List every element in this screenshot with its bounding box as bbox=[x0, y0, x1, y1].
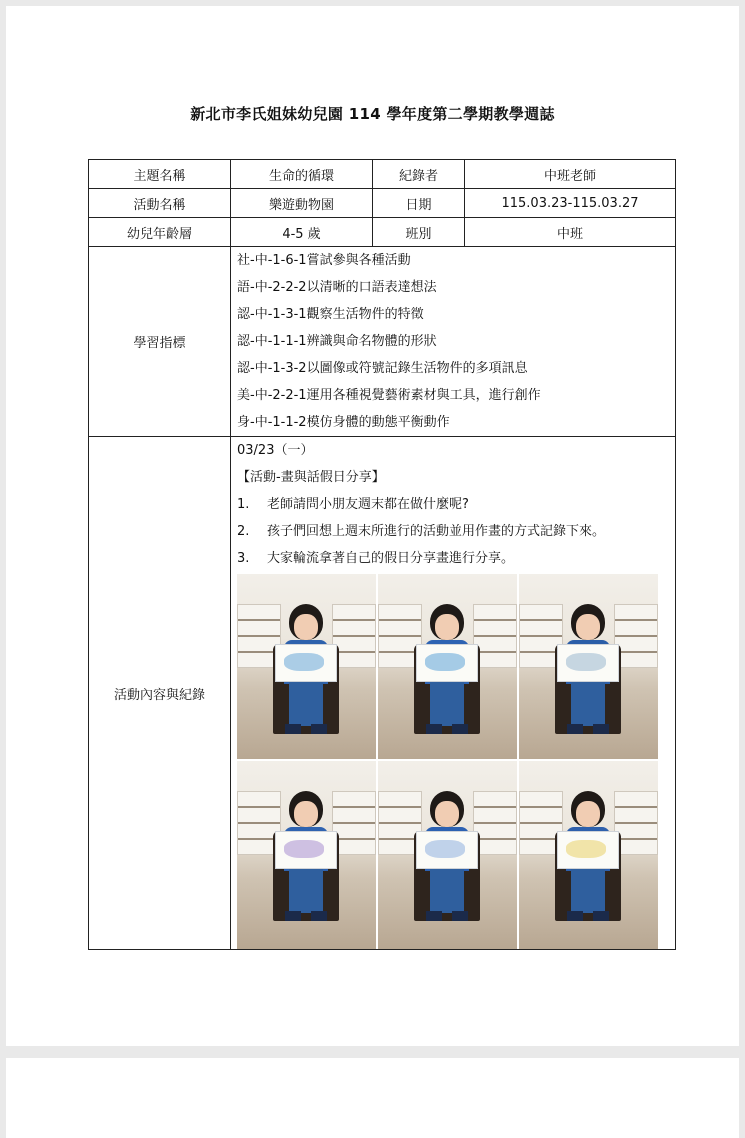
child-photo-2 bbox=[378, 574, 517, 759]
child-shoes bbox=[426, 911, 468, 921]
step-item bbox=[237, 491, 675, 518]
activity-content bbox=[231, 437, 676, 950]
step-text: 老師請問小朋友週末都在做什麼呢? bbox=[267, 497, 469, 512]
child-shoes bbox=[426, 724, 468, 734]
child-photo-1 bbox=[237, 574, 376, 759]
indicator-item: 認-中-1-3-1觀察生活物件的特徵 bbox=[237, 307, 424, 322]
step-text: 大家輪流拿著自己的假日分享畫進行分享。 bbox=[267, 551, 515, 566]
date-value: 115.03.23-115.03.27 bbox=[465, 189, 676, 218]
content-heading: 【活動-畫與話假日分享】 bbox=[237, 470, 385, 485]
child-legs bbox=[571, 682, 605, 726]
child-shoes bbox=[285, 911, 327, 921]
recorder-label: 紀錄者 bbox=[373, 160, 465, 189]
child-face bbox=[294, 614, 318, 640]
theme-value: 生命的循環 bbox=[231, 160, 373, 189]
activity-label: 活動名稱 bbox=[89, 189, 231, 218]
indicator-item: 美-中-2-2-1運用各種視覺藝術素材與工具，進行創作 bbox=[237, 388, 541, 403]
class-label: 班別 bbox=[373, 218, 465, 247]
child-face bbox=[435, 801, 459, 827]
next-page bbox=[6, 1058, 739, 1138]
indicator-item: 社-中-1-6-1嘗試參與各種活動 bbox=[237, 253, 411, 268]
learning-label: 學習指標 bbox=[89, 247, 231, 437]
step-number: 3. bbox=[237, 551, 250, 566]
drawing-paper bbox=[557, 831, 619, 869]
child-shoes bbox=[567, 724, 609, 734]
indicator-item: 認-中-1-3-2以圖像或符號記錄生活物件的多項訊息 bbox=[237, 361, 528, 376]
child-legs bbox=[571, 869, 605, 913]
content-label: 活動內容與紀錄 bbox=[89, 437, 231, 950]
child-face bbox=[576, 614, 600, 640]
indicator-item: 語-中-2-2-2以清晰的口語表達想法 bbox=[237, 280, 437, 295]
drawing-scribble bbox=[566, 653, 606, 671]
indicator-item: 認-中-1-1-1辨識與命名物體的形狀 bbox=[237, 334, 437, 349]
child-face bbox=[576, 801, 600, 827]
indicator-item: 身-中-1-1-2模仿身體的動態平衡動作 bbox=[237, 415, 450, 430]
child-shoes bbox=[567, 911, 609, 921]
drawing-scribble bbox=[425, 653, 465, 671]
child-legs bbox=[430, 682, 464, 726]
activity-value: 樂遊動物園 bbox=[231, 189, 373, 218]
table-row bbox=[89, 437, 676, 950]
step-number: 2. bbox=[237, 524, 250, 539]
drawing-scribble bbox=[425, 840, 465, 858]
content-date: 03/23（一） bbox=[237, 443, 314, 458]
drawing-scribble bbox=[284, 653, 324, 671]
step-text: 孩子們回想上週末所進行的活動並用作畫的方式記錄下來。 bbox=[267, 524, 606, 539]
drawing-paper bbox=[275, 831, 337, 869]
child-photo-3 bbox=[519, 574, 658, 759]
age-label: 幼兒年齡層 bbox=[89, 218, 231, 247]
table-row bbox=[89, 160, 676, 189]
drawing-scribble bbox=[566, 840, 606, 858]
theme-label: 主題名稱 bbox=[89, 160, 231, 189]
drawing-paper bbox=[275, 644, 337, 682]
child-face bbox=[294, 801, 318, 827]
recorder-value: 中班老師 bbox=[465, 160, 676, 189]
table-row bbox=[89, 218, 676, 247]
teaching-log-table bbox=[88, 159, 676, 950]
step-number: 1. bbox=[237, 497, 250, 512]
table-row bbox=[89, 189, 676, 218]
drawing-scribble bbox=[284, 840, 324, 858]
learning-indicators bbox=[231, 247, 676, 437]
class-value: 中班 bbox=[465, 218, 676, 247]
drawing-paper bbox=[416, 644, 478, 682]
page-title: 新北市李氏姐妹幼兒園 114 學年度第二學期教學週誌 bbox=[190, 105, 555, 123]
child-photo-6 bbox=[519, 761, 658, 949]
drawing-paper bbox=[416, 831, 478, 869]
photo-grid bbox=[237, 574, 675, 949]
child-legs bbox=[430, 869, 464, 913]
document-page bbox=[6, 6, 739, 1046]
child-photo-4 bbox=[237, 761, 376, 949]
child-face bbox=[435, 614, 459, 640]
age-value: 4-5 歲 bbox=[231, 218, 373, 247]
child-legs bbox=[289, 869, 323, 913]
date-label: 日期 bbox=[373, 189, 465, 218]
step-item bbox=[237, 518, 675, 545]
child-shoes bbox=[285, 724, 327, 734]
table-row bbox=[89, 247, 676, 437]
drawing-paper bbox=[557, 644, 619, 682]
child-photo-5 bbox=[378, 761, 517, 949]
step-item bbox=[237, 545, 675, 572]
child-legs bbox=[289, 682, 323, 726]
